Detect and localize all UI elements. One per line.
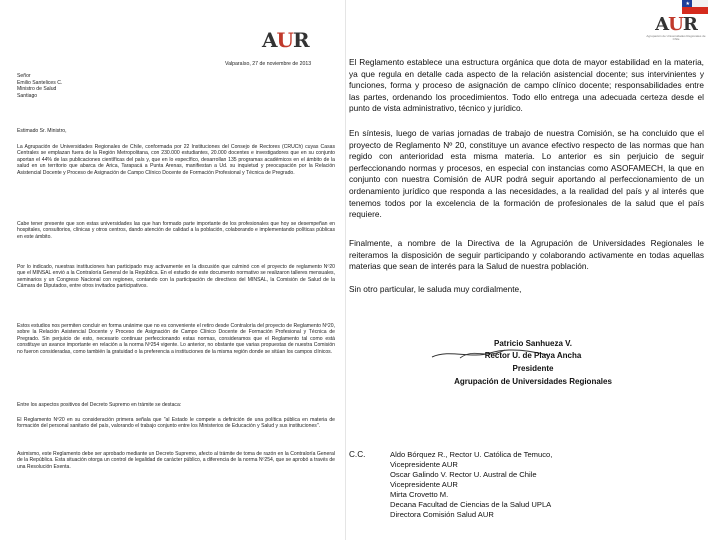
letter-paragraph: El Reglamento establece una estructura orgánica que dota de mayor estabilidad en la materia, ya que regula en detalle cada aspecto de la relación asistencial docente; sus intervinientes y funciones, forma y proceso de asignación de campo clínico docente; responsabilidades entre las partes, ordenando los procedimientos. Todo ello entrega una adecuada certeza desde el punto de vista administrativo, técnico y jurídico. <box>349 57 704 114</box>
cc-line: Decana Facultad de Ciencias de la Salud UPLA <box>390 500 552 509</box>
letter-paragraph: En síntesis, luego de varias jornadas de trabajo de nuestra Comisión, se ha concluido que el proyecto de Reglamento Nº 20, constituye un avance efectivo respecto de las normas que han regido con anterioridad esta misma materia. Lo anterior es sin perjuicio de seguir perfeccionando normas y procesos, en especial con instancias como ASOFAMECH, la que en conjunto con nuestra Comisión de AUR podrá seguir aportando al perfeccionamiento de un ordenamiento jurídico que responda a las necesidades, a la realidad del país y al interés que tenemos todos por la excelencia de la formación de profesionales de la salud que el país requiere. <box>349 128 704 220</box>
cc-line: Aldo Bórquez R., Rector U. Católica de Temuco, <box>390 450 553 459</box>
signer-organization: Agrupación de Universidades Regionales <box>454 377 612 386</box>
cc-line: Vicepresidente AUR <box>390 480 458 489</box>
signer-title: Rector U. de Playa Ancha <box>484 351 582 360</box>
signer-role: Presidente <box>512 364 554 373</box>
cc-line: Mirta Crovetto M. <box>390 490 449 499</box>
letter-page-right <box>346 0 720 540</box>
cc-line: Directora Comisión Salud AUR <box>390 510 494 519</box>
letter-paragraph: Entre los aspectos positivos del Decreto Supremo en trámite se destaca: <box>17 402 182 408</box>
recipient-block <box>17 73 335 99</box>
aur-logo <box>262 28 309 52</box>
letter-paragraph: Asimismo, este Reglamento debe ser aprobado mediante un Decreto Supremo, afecto al trámite de toma de razón en la Contraloría General de la República. Esta situación otorga un control de legalidad de carácter público, a diferencia de la norma Nº254, que se aprobó a través de una Resolución Exenta. <box>17 451 335 470</box>
salutation: Estimado Sr. Ministro, <box>17 128 67 134</box>
aur-logo-mark: AUR <box>655 14 697 35</box>
cc-line: Vicepresidente AUR <box>390 460 458 469</box>
recipient-line: Santiago <box>17 92 38 99</box>
letter-paragraph: El Reglamento Nº20 en su consideración primera señala que "al Estado le compete a definición de una política pública en materia de formación del personal sanitario del país, valorando el trabajo conjunto entre los Ministerios de Educación y Salud y sus instituciones". <box>17 417 335 430</box>
letter-paragraph: Por lo indicado, nuestras instituciones han participado muy activamente en la discusión que culminó con el proyecto de reglamento Nº20 que el MINSAL envió a la Contraloría General de la República. En el estudio de este documento normativo se realizaron talleres mensuales, seminarios y un Congreso Nacional con regiones, contando con la participación de directivos del MINSAL, la Comisión de Salud de la Cámara de Diputados, entre otros invitados participativos. <box>17 264 335 290</box>
aur-logo-caption: Agrupación de Universidades Regionales de Chile <box>646 34 706 42</box>
letter-page-left <box>0 0 346 540</box>
letter-paragraph: Estos estudios nos permiten concluir en forma unánime que no es conveniente el retiro desde Contraloría del proyecto de Reglamento Nº20, sobre la Relación Asistencial Docente y Proceso de Asignación de Campo Clínico Docente de Formación Profesional y Técnica de Pregrado. Sin perjuicio de esto, necesario continuar perfeccionando estas normas, consideramos que el Reglamento tal como está constituye un avance importante en relación a la norma Nº254 vigente. Lo anterior, no obstante que varias propuestas de nuestra Comisión no fueron consideradas, como también la gratuidad o la preferencia a instituciones de la misma región donde se sitúan los campos clínicos. <box>17 323 335 355</box>
closing-line: Sin otro particular, le saluda muy cordialmente, <box>349 284 522 294</box>
cc-line: Oscar Galindo V. Rector U. Austral de Chile <box>390 470 537 479</box>
recipient-line: Ministro de Salud <box>17 86 57 93</box>
recipient-line: Señor <box>17 73 31 79</box>
chile-flag: ★ <box>682 0 708 14</box>
letter-paragraph: La Agrupación de Universidades Regionales de Chile, conformada por 22 Instituciones del Consejo de Rectores (CRUCh) cuyas Casas Centrales se emplazan fuera de la Región Metropolitana, con 230.000 estudiantes, 20.000 docentes e investigadores que en su conjunto aportan el 44% de las publicaciones científicas del país y, que en lo específico, desarrollan 135 programas académicos en el ámbito de la salud en un territorio que abarca de Arica, Tarapacá a Punta Arenas, manifiestan a Ud. su inquietud y preocupación por la Relación Asistencial Docente y Proceso de Asignación de Campo Clínico Docente de Formación Profesional y Técnica de Pregrado. <box>17 144 335 176</box>
letter-date: Valparaíso, 27 de noviembre de 2013 <box>225 61 312 67</box>
aur-logo <box>646 14 706 42</box>
aur-logo-mark: AUR <box>262 28 309 52</box>
letter-paragraph: Finalmente, a nombre de la Directiva de la Agrupación de Universidades Regionales le reiteramos la disposición de seguir participando y colaborando activamente en todas aquellas materias que sean de interés para la Salud de nuestra población. <box>349 238 704 272</box>
signer-name: Patricio Sanhueza V. <box>494 339 572 348</box>
cc-label: C.C. <box>349 450 366 459</box>
cc-list <box>390 450 552 520</box>
recipient-line: Emilio Santelices C. <box>17 79 63 86</box>
letter-paragraph: Cabe tener presente que son estas universidades las que han formado parte importante de los profesionales que hoy se desempeñan en hospitales, consultorios, clínicas y otros centros, dando atención de calidad a la población, colaborando e implementando políticas públicas en este ámbito. <box>17 221 335 240</box>
